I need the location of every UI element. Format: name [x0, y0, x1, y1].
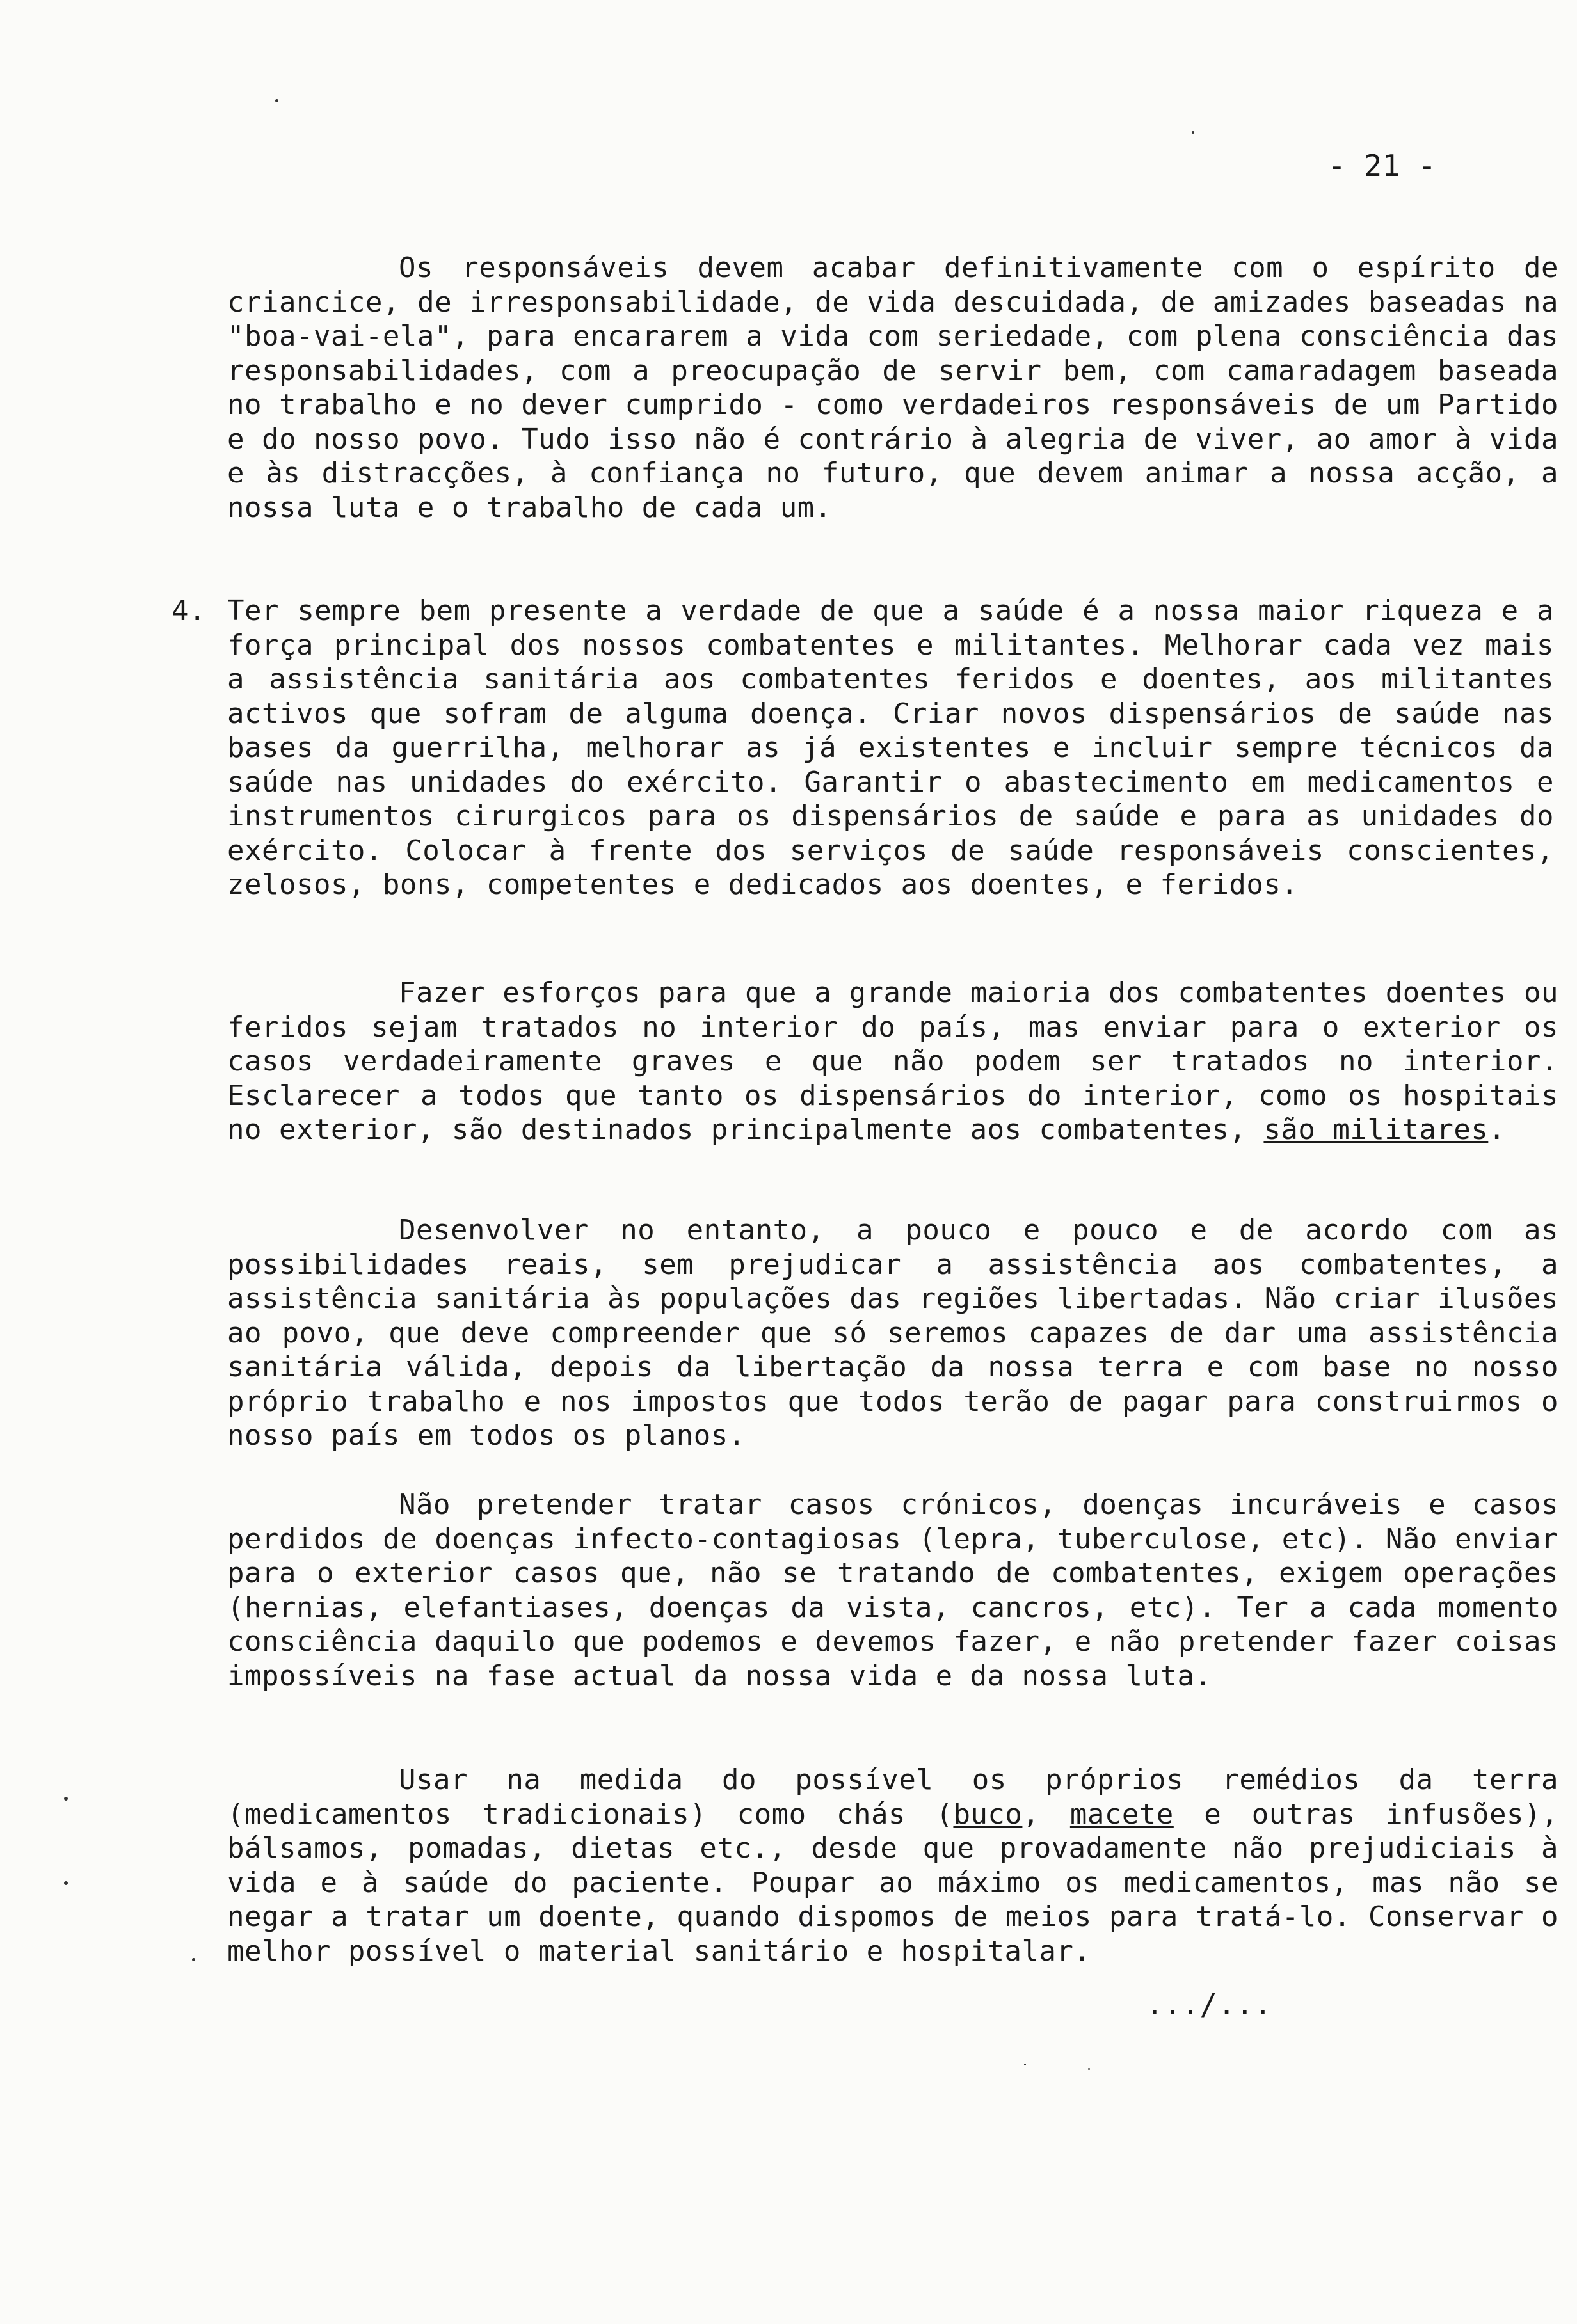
page-number: - 21 - — [1328, 148, 1437, 183]
continuation-mark: .../... — [1146, 1987, 1272, 2021]
paper-speck — [192, 1958, 195, 1961]
list-item-text: Ter sempre bem presente a verdade de que a saúde é a nossa maior riqueza e a força principal dos nossos combatentes e militantes. Melhorar cada vez mais a assistência sanitária aos combatentes feridos e doentes, aos militantes activos que sofram de alguma doença. Criar novos dispensários de saúde nas bases da guerrilha, melhorar as já existentes e incluir sempre técnicos da saúde nas unidades do exército. Garantir o abastecimento em medicamentos e instrumentos cirurgicos para os dispensários de saúde e para as unidades do exército. Colocar à frente dos serviços de saúde responsáveis conscientes, zelosos, bons, competentes e dedicados aos doentes, e feridos. — [227, 594, 1554, 901]
paper-speck — [64, 1797, 68, 1801]
paragraph-nao-pretender: Não pretender tratar casos crónicos, doenças incuráveis e casos perdidos de doenças infecto-contagiosas (lepra, tuberculose, etc). Não enviar para o exterior casos que, não se tratando de combatentes, exigem operações (hernias, elefantiases, doenças da vista, cancros, etc). Ter a cada momento consciência daquilo que podemos e devemos fazer, e não pretender fazer coisas impossíveis na fase actual da nossa vida e da nossa luta. — [227, 1488, 1558, 1692]
paper-speck — [1088, 2068, 1090, 2070]
paper-speck — [275, 99, 278, 102]
paper-speck — [1024, 2064, 1026, 2065]
paragraph-desenvolver: Desenvolver no entanto, a pouco e pouco e de acordo com as possibilidades reais, sem prejudicar a assistência aos combatentes, a assistência sanitária às populações das regiões libertadas. Não criar ilusões ao povo, que deve compreender que só seremos capazes de dar uma assistência sanitária válida, depois da libertação da nossa terra e com base no nosso próprio trabalho e nos impostos que todos terão de pagar para construirmos o nosso país em todos os planos. — [227, 1214, 1558, 1452]
paragraph-usar — [227, 1763, 1558, 1968]
paper-speck — [1192, 131, 1194, 134]
underlined-text: são militares — [1263, 1113, 1489, 1146]
paragraph-text: e outras infusões), bálsamos, pomadas, dietas etc., desde que provadamente não prejudiciais à vida e à saúde do paciente. Poupar ao máximo os medicamentos, mas não se negar a tratar um doente, quando dispomos de meios para tratá-lo. Conservar o melhor possível o material sanitário e hospitalar. — [227, 1797, 1558, 1968]
list-item-4 — [172, 594, 1554, 902]
paragraph-esforcos — [227, 976, 1558, 1147]
underlined-term-buco: buco — [953, 1797, 1023, 1831]
paragraph-text: , — [1022, 1797, 1070, 1831]
paragraph-responsaveis: Os responsáveis devem acabar definitivamente com o espírito de criancice, de irresponsabilidade, de vida descuidada, de amizades baseadas na "boa-vai-ela", para encararem a vida com seriedade, com plena consciência das responsabilidades, com a preocupação de servir bem, com camaradagem baseada no trabalho e no dever cumprido - como verdadeiros responsáveis de um Partido e do nosso povo. Tudo isso não é contrário à alegria de viver, ao amor à vida e às distracções, à confiança no futuro, que devem animar a nossa acção, a nossa luta e o trabalho de cada um. — [227, 251, 1558, 524]
paper-speck — [64, 1881, 68, 1885]
paragraph-text: Usar na medida do possível os próprios remédios da terra (medicamentos tradicionais) como chás ( — [227, 1763, 1558, 1831]
paragraph-end: . — [1488, 1113, 1506, 1146]
paragraph-text: Fazer esforços para que a grande maioria dos combatentes doentes ou feridos sejam tratados no interior do país, mas enviar para o exterior os casos verdadeiramente graves e que não podem ser tratados no interior. Esclarecer a todos que tanto os dispensários do interior, como os hospitais no exterior, são destinados principalmente aos combatentes, — [227, 976, 1558, 1146]
underlined-term-macete: macete — [1069, 1797, 1174, 1831]
list-item-number: 4. — [172, 594, 206, 627]
